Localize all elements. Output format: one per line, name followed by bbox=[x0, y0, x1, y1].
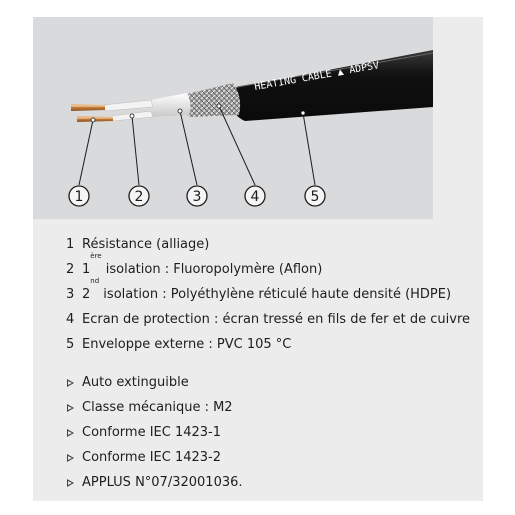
braided-screen bbox=[182, 83, 240, 117]
property-text: Conforme IEC 1423-1 bbox=[82, 425, 222, 440]
component-item bbox=[66, 277, 476, 307]
property-text: Classe mécanique : M2 bbox=[82, 400, 233, 415]
property-item bbox=[66, 420, 476, 445]
callout-5 bbox=[305, 186, 325, 206]
component-number: 2 bbox=[66, 262, 75, 277]
component-item bbox=[66, 307, 476, 332]
property-item bbox=[66, 395, 476, 420]
callout-4 bbox=[245, 186, 265, 206]
component-text: Résistance (alliage) bbox=[82, 237, 210, 252]
callout-1 bbox=[69, 186, 89, 206]
component-item bbox=[66, 252, 476, 282]
component-superscript: nd bbox=[90, 277, 100, 285]
svg-text:4: 4 bbox=[250, 189, 260, 205]
component-prefix: 1 bbox=[82, 262, 91, 277]
component-number: 4 bbox=[66, 312, 75, 327]
component-legend bbox=[66, 232, 476, 357]
cable-illustration bbox=[33, 17, 433, 219]
triangle-bullet-icon bbox=[67, 404, 74, 412]
triangle-bullet-icon bbox=[67, 454, 74, 462]
component-superscript: ère bbox=[90, 252, 102, 260]
svg-text:2: 2 bbox=[134, 189, 144, 205]
component-item bbox=[66, 232, 476, 257]
component-text: isolation : Polyéthylène réticulé haute densité (HDPE) bbox=[99, 287, 452, 302]
callout-3 bbox=[187, 186, 207, 206]
property-text: Auto extinguible bbox=[82, 375, 189, 390]
triangle-bullet-icon bbox=[67, 379, 74, 387]
property-text: Conforme IEC 1423-2 bbox=[82, 450, 222, 465]
property-list bbox=[66, 370, 476, 495]
component-number: 3 bbox=[66, 287, 75, 302]
conductor-top bbox=[71, 104, 105, 111]
triangle-bullet-icon bbox=[67, 429, 74, 437]
property-item bbox=[66, 445, 476, 470]
component-item bbox=[66, 332, 476, 357]
svg-text:5: 5 bbox=[310, 189, 320, 205]
callout-2 bbox=[129, 186, 149, 206]
component-number: 1 bbox=[66, 237, 75, 252]
component-number: 5 bbox=[66, 337, 75, 352]
cable-print-text: HEATING CABLE ▲ ADPSV bbox=[253, 60, 381, 93]
component-text: Enveloppe externe : PVC 105 °C bbox=[82, 337, 292, 352]
property-text: APPLUS N°07/32001036. bbox=[82, 475, 243, 490]
component-text: isolation : Fluoropolymère (Aflon) bbox=[101, 262, 323, 277]
component-prefix: 2 bbox=[82, 287, 91, 302]
component-text: Ecran de protection : écran tressé en fils de fer et de cuivre bbox=[82, 312, 471, 327]
property-item bbox=[66, 370, 476, 395]
svg-text:3: 3 bbox=[192, 189, 202, 205]
property-item bbox=[66, 470, 476, 495]
svg-text:1: 1 bbox=[74, 189, 84, 205]
cable-cutaway-photo bbox=[33, 17, 433, 219]
triangle-bullet-icon bbox=[67, 479, 74, 487]
